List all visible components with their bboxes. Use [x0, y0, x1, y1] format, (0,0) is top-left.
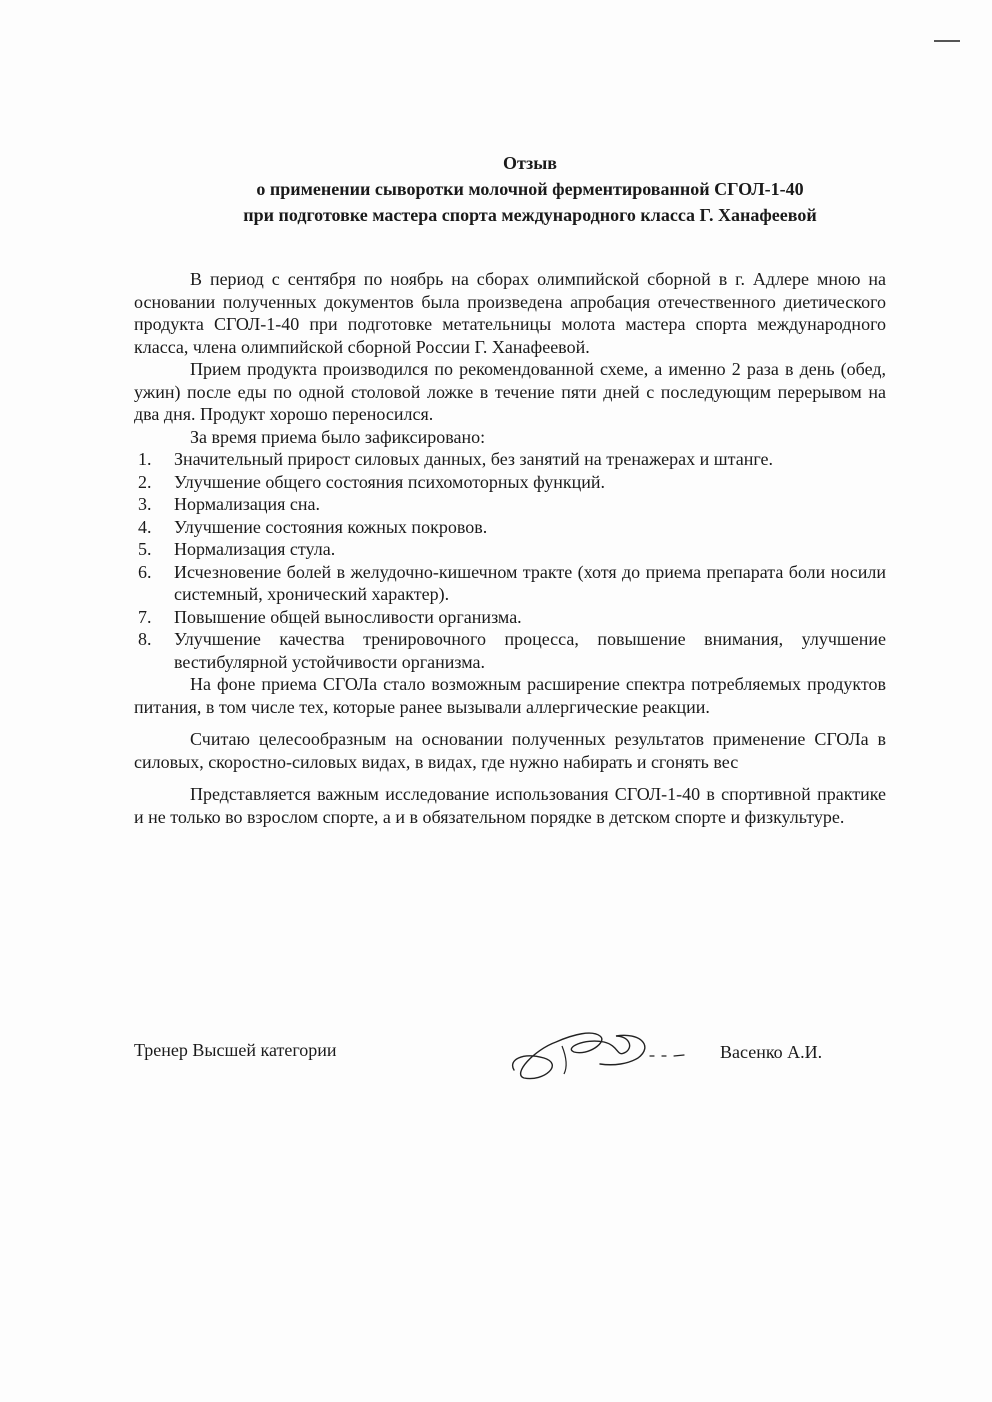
list-item: [134, 516, 886, 539]
paragraph-regimen: Прием продукта производился по рекомендованной схеме, а именно 2 раза в день (обед, ужин) после еды по одной столовой ложке в течение пяти дней с последующим перерывом на два дня. Продукт хорошо переносился.: [134, 359, 886, 424]
paragraph-research-importance: Представляется важным исследование использования СГОЛ-1-40 в спортивной практике и не только во взрослом спорте, а и в обязательном порядке в детском спорте и физкультуре.: [134, 784, 886, 827]
list-item-number: 8.: [138, 629, 152, 649]
list-item-number: 1.: [138, 449, 152, 469]
findings-list: [134, 448, 886, 673]
paragraph-diet-expansion: На фоне приема СГОЛа стало возможным расширение спектра потребляемых продуктов питания, в том числе тех, которые ранее вызывали аллергические реакции.: [134, 674, 886, 717]
list-item: [134, 493, 886, 516]
list-item: [134, 561, 886, 606]
list-item-text: Нормализация стула.: [174, 539, 336, 559]
list-item-number: 6.: [138, 561, 152, 582]
list-item: [134, 471, 886, 494]
list-item-number: 4.: [138, 516, 152, 537]
paragraph-intro: В период с сентября по ноябрь на сборах олимпийской сборной в г. Адлере мною на основании полученных документов была произведена апробация отечественного диетического продукта СГОЛ-1-40 при подготовке метательницы молота мастера спорта международного класса, члена олимпийской сборной России Г. Ханафеевой.: [134, 269, 886, 357]
scan-mark: [934, 40, 960, 42]
document-header: [150, 150, 910, 228]
list-item-number: 2.: [138, 471, 152, 492]
document-subtitle-line-2: при подготовке мастера спорта международного класса Г. Ханафеевой: [243, 205, 817, 225]
handwritten-signature: [504, 1012, 694, 1092]
list-item-text: Исчезновение болей в желудочно-кишечном тракте (хотя до приема препарата боли носили системный, хронический характер).: [174, 561, 886, 604]
signature-block: [134, 1040, 894, 1100]
list-item: [134, 538, 886, 561]
list-item-text: Нормализация сна.: [174, 494, 321, 514]
list-item-text: Улучшение состояния кожных покровов.: [174, 516, 488, 537]
list-item-text: Улучшение общего состояния психомоторных функций.: [174, 471, 606, 492]
list-item: [134, 448, 886, 471]
document-title: Отзыв: [502, 153, 558, 173]
paragraph-recommendation: Считаю целесообразным на основании полученных результатов применение СГОЛа в силовых, скоростно-силовых видах, в видах, где нужно набирать и сгонять вес: [134, 729, 886, 772]
signer-role: Тренер Высшей категории: [134, 1040, 337, 1060]
list-item: [134, 628, 886, 673]
list-item-number: 5.: [138, 539, 152, 559]
paragraph-findings-lead: За время приема было зафиксировано:: [190, 426, 486, 447]
signer-name: Васенко А.И.: [720, 1042, 823, 1062]
document-body: [134, 268, 886, 828]
list-item-text: Улучшение качества тренировочного процесса, повышение внимания, улучшение вестибулярной устойчивости организма.: [174, 629, 886, 672]
list-item-number: 7.: [138, 606, 152, 627]
document-subtitle-line-1: о применении сыворотки молочной ферментированной СГОЛ-1-40: [256, 179, 804, 199]
list-item-text: Значительный прирост силовых данных, без занятий на тренажерах и штанге.: [174, 449, 774, 469]
list-item: [134, 606, 886, 629]
list-item-number: 3.: [138, 494, 152, 514]
list-item-text: Повышение общей выносливости организма.: [174, 606, 522, 627]
